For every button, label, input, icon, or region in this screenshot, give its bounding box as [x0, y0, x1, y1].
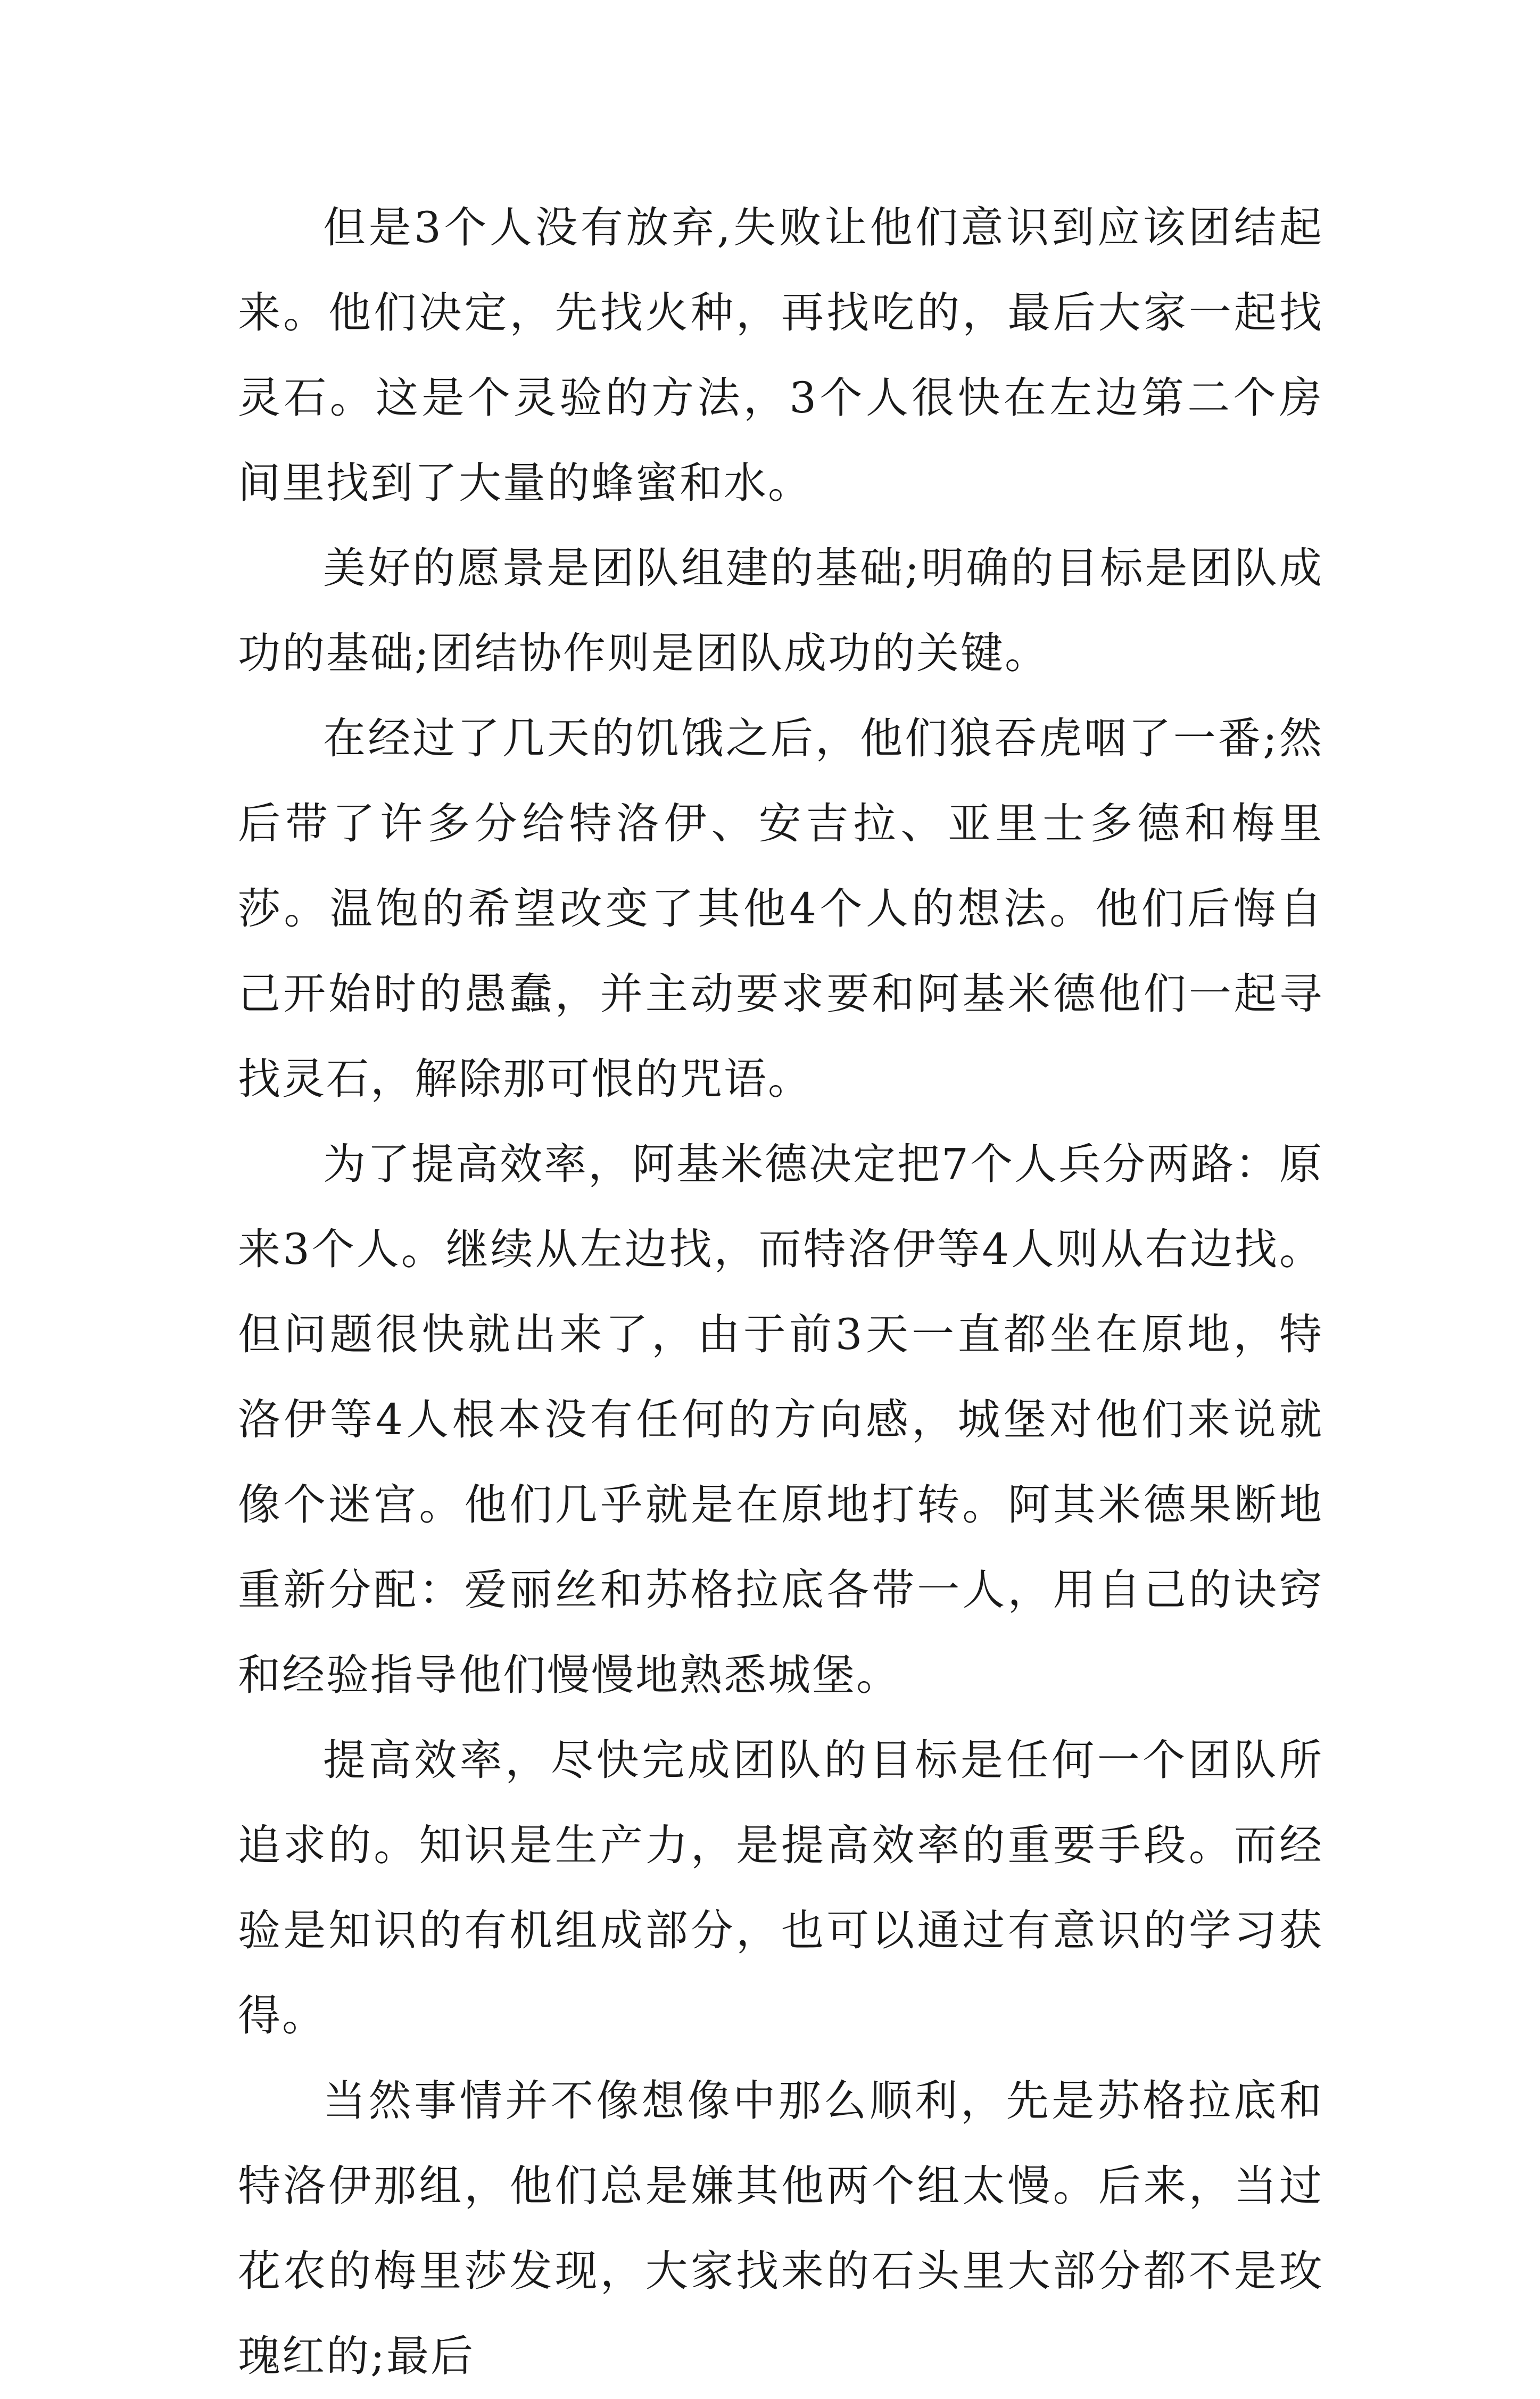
paragraph: 在经过了几天的饥饿之后，他们狼吞虎咽了一番;然后带了许多分给特洛伊、安吉拉、亚里士多德和梅里莎。温饱的希望改变了其他4个人的想法。他们后悔自己开始时的愚蠢，并主动要求要和阿基米德他们一起寻找灵石，解除那可恨的咒语。 [238, 714, 1323, 1104]
document-body [238, 185, 1323, 2399]
paragraph: 当然事情并不像想像中那么顺利，先是苏格拉底和特洛伊那组，他们总是嫌其他两个组太慢。后来，当过花农的梅里莎发现，大家找来的石头里大部分都不是玫瑰红的;最后 [238, 2076, 1323, 2381]
paragraph: 美好的愿景是团队组建的基础;明确的目标是团队成功的基础;团结协作则是团队成功的关键。 [238, 543, 1323, 678]
paragraph: 为了提高效率，阿基米德决定把7个人兵分两路：原来3个人。继续从左边找，而特洛伊等4人则从右边找。但问题很快就出来了，由于前3天一直都坐在原地，特洛伊等4人根本没有任何的方向感，城堡对他们来说就像个迷宫。他们几乎就是在原地打转。阿其米德果断地重新分配：爱丽丝和苏格拉底各带一人，用自己的诀窍和经验指导他们慢慢地熟悉城堡。 [238, 1139, 1323, 1700]
paragraph: 提高效率，尽快完成团队的目标是任何一个团队所追求的。知识是生产力，是提高效率的重要手段。而经验是知识的有机组成部分，也可以通过有意识的学习获得。 [238, 1735, 1323, 2040]
paragraph: 但是3个人没有放弃,失败让他们意识到应该团结起来。他们决定，先找火种，再找吃的，最后大家一起找灵石。这是个灵验的方法，3个人很快在左边第二个房间里找到了大量的蜂蜜和水。 [238, 203, 1323, 508]
